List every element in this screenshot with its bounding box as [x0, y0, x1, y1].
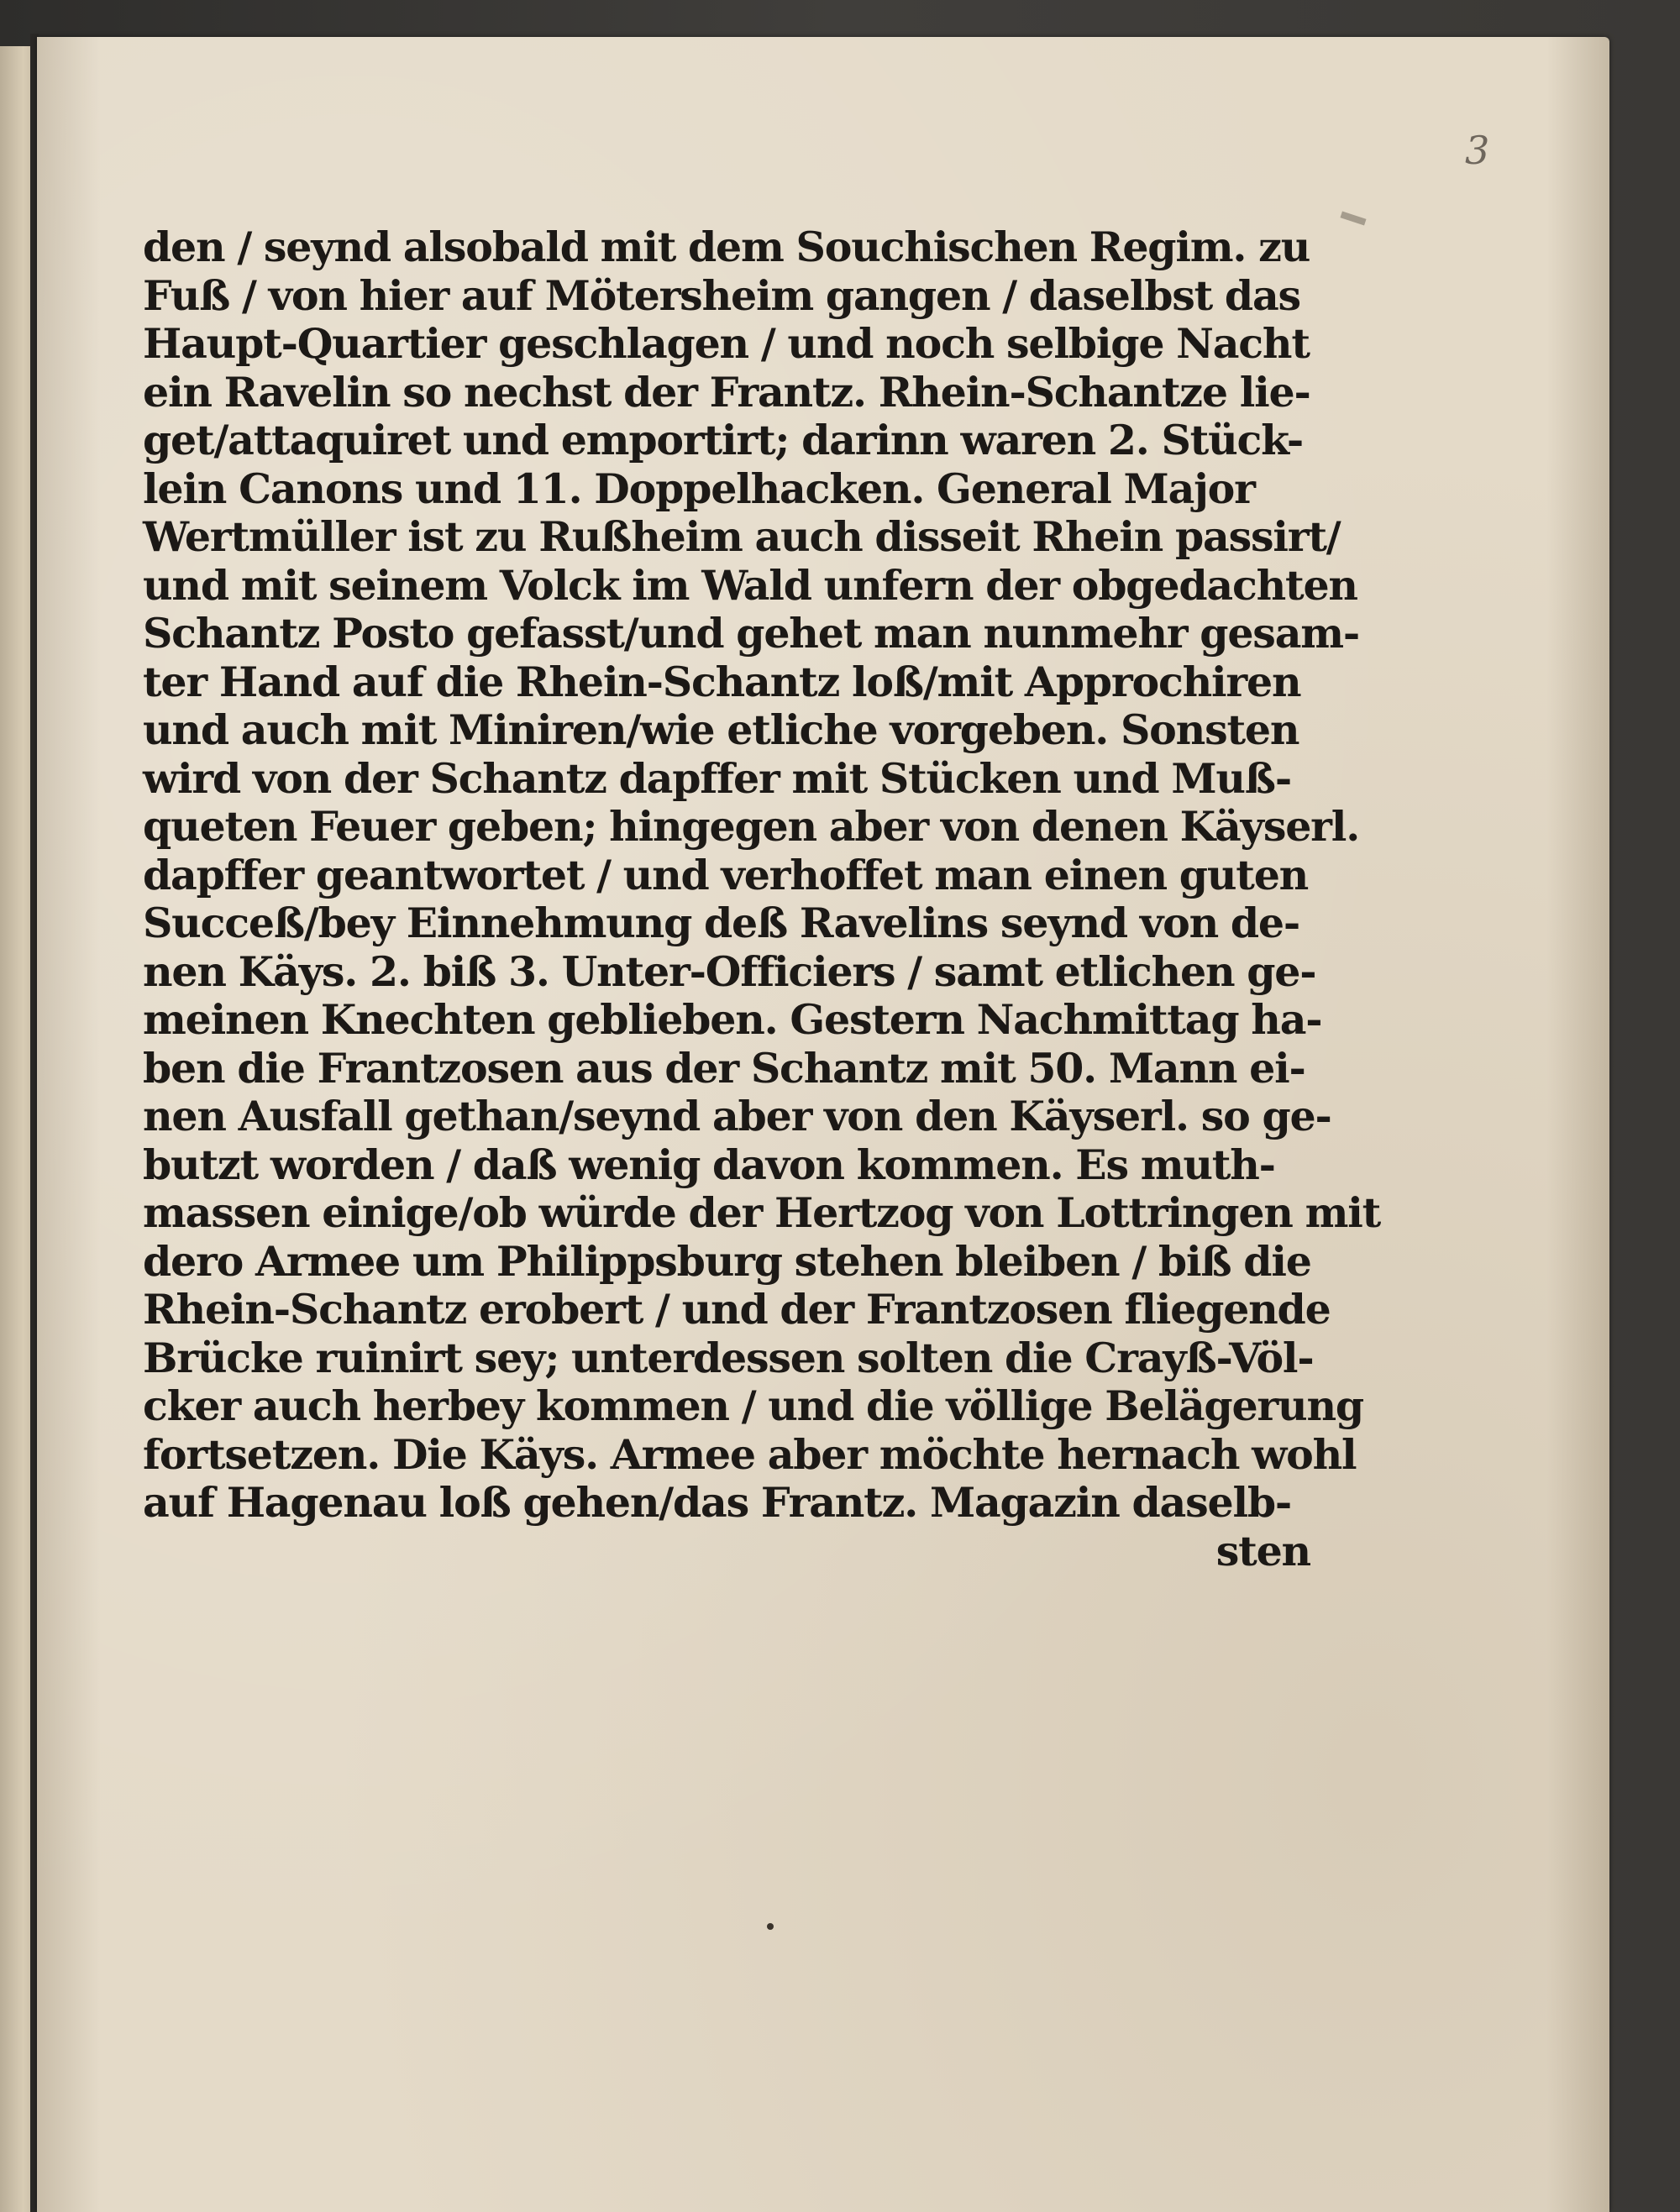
text-line: Haupt-Quartier geschlagen / und noch selbige Nacht [143, 319, 1310, 368]
text-line: cker auch herbey kommen / und die völlige Belägerung [143, 1381, 1363, 1430]
text-line: Schantz Posto gefasst/und gehet man nunmehr gesam- [143, 609, 1360, 658]
text-line: und auch mit Miniren/wie etliche vorgeben. Sonsten [143, 705, 1299, 754]
text-line: ben die Frantzosen aus der Schantz mit 50. Mann ei- [143, 1043, 1305, 1093]
text-line: Succeß/bey Einnehmung deß Ravelins seynd von de- [143, 899, 1300, 947]
text-line: nen Ausfall gethan/seynd aber von den Käyserl. so ge- [143, 1092, 1331, 1140]
ink-speck [767, 1923, 774, 1930]
text-line: ter Hand auf die Rhein-Schantz loß/mit Approchiren [143, 657, 1301, 706]
catchword: sten [1215, 1526, 1310, 1575]
text-line: dero Armee um Philippsburg stehen bleiben / biß die [143, 1236, 1311, 1286]
text-line: massen einige/ob würde der Hertzog von Lottringen mit [143, 1188, 1381, 1237]
text-line: wird von der Schantz dapffer mit Stücken und Muß- [143, 753, 1291, 803]
text-line: queten Feuer geben; hingegen aber von denen Käyserl. [143, 802, 1360, 851]
text-line: und mit seinem Volck im Wald unfern der obgedachten [143, 560, 1357, 610]
text-line: fortsetzen. Die Käys. Armee aber möchte hernach wohl [143, 1429, 1357, 1479]
page-number: 3 [1465, 128, 1490, 173]
text-line: Rhein-Schantz erobert / und der Frantzosen fliegende [143, 1285, 1331, 1334]
text-line: Brücke ruinirt sey; unterdessen solten die Crayß-Völ- [143, 1333, 1314, 1382]
text-line: Fuß / von hier auf Mötersheim gangen / daselbst das [143, 270, 1300, 320]
text-line: ein Ravelin so nechst der Frantz. Rhein-Schantze lie- [143, 367, 1310, 417]
facing-page-edge [0, 46, 34, 2212]
text-line: nen Käys. 2. biß 3. Unter-Officiers / samt etlichen ge- [143, 946, 1316, 996]
text-line: auf Hagenau loß gehen/das Frantz. Magazin daselb- [143, 1478, 1292, 1527]
text-line: butzt worden / daß wenig davon kommen. Es muth- [143, 1140, 1275, 1189]
body-text [143, 223, 1381, 1575]
text-line: meinen Knechten geblieben. Gestern Nachmittag ha- [143, 995, 1322, 1044]
text-line: get/attaquiret und emportirt; darinn waren 2. Stück- [143, 416, 1304, 464]
text-line: dapffer geantwortet / und verhoffet man einen guten [143, 850, 1309, 899]
text-line: den / seynd alsobald mit dem Souchischen Regim. zu [143, 223, 1310, 271]
book-page [37, 37, 1609, 2212]
ink-mark [1340, 212, 1366, 226]
text-line: lein Canons und 11. Doppelhacken. General Major [143, 464, 1255, 513]
text-line: Wertmüller ist zu Rußheim auch disseit Rhein passirt/ [143, 512, 1341, 561]
